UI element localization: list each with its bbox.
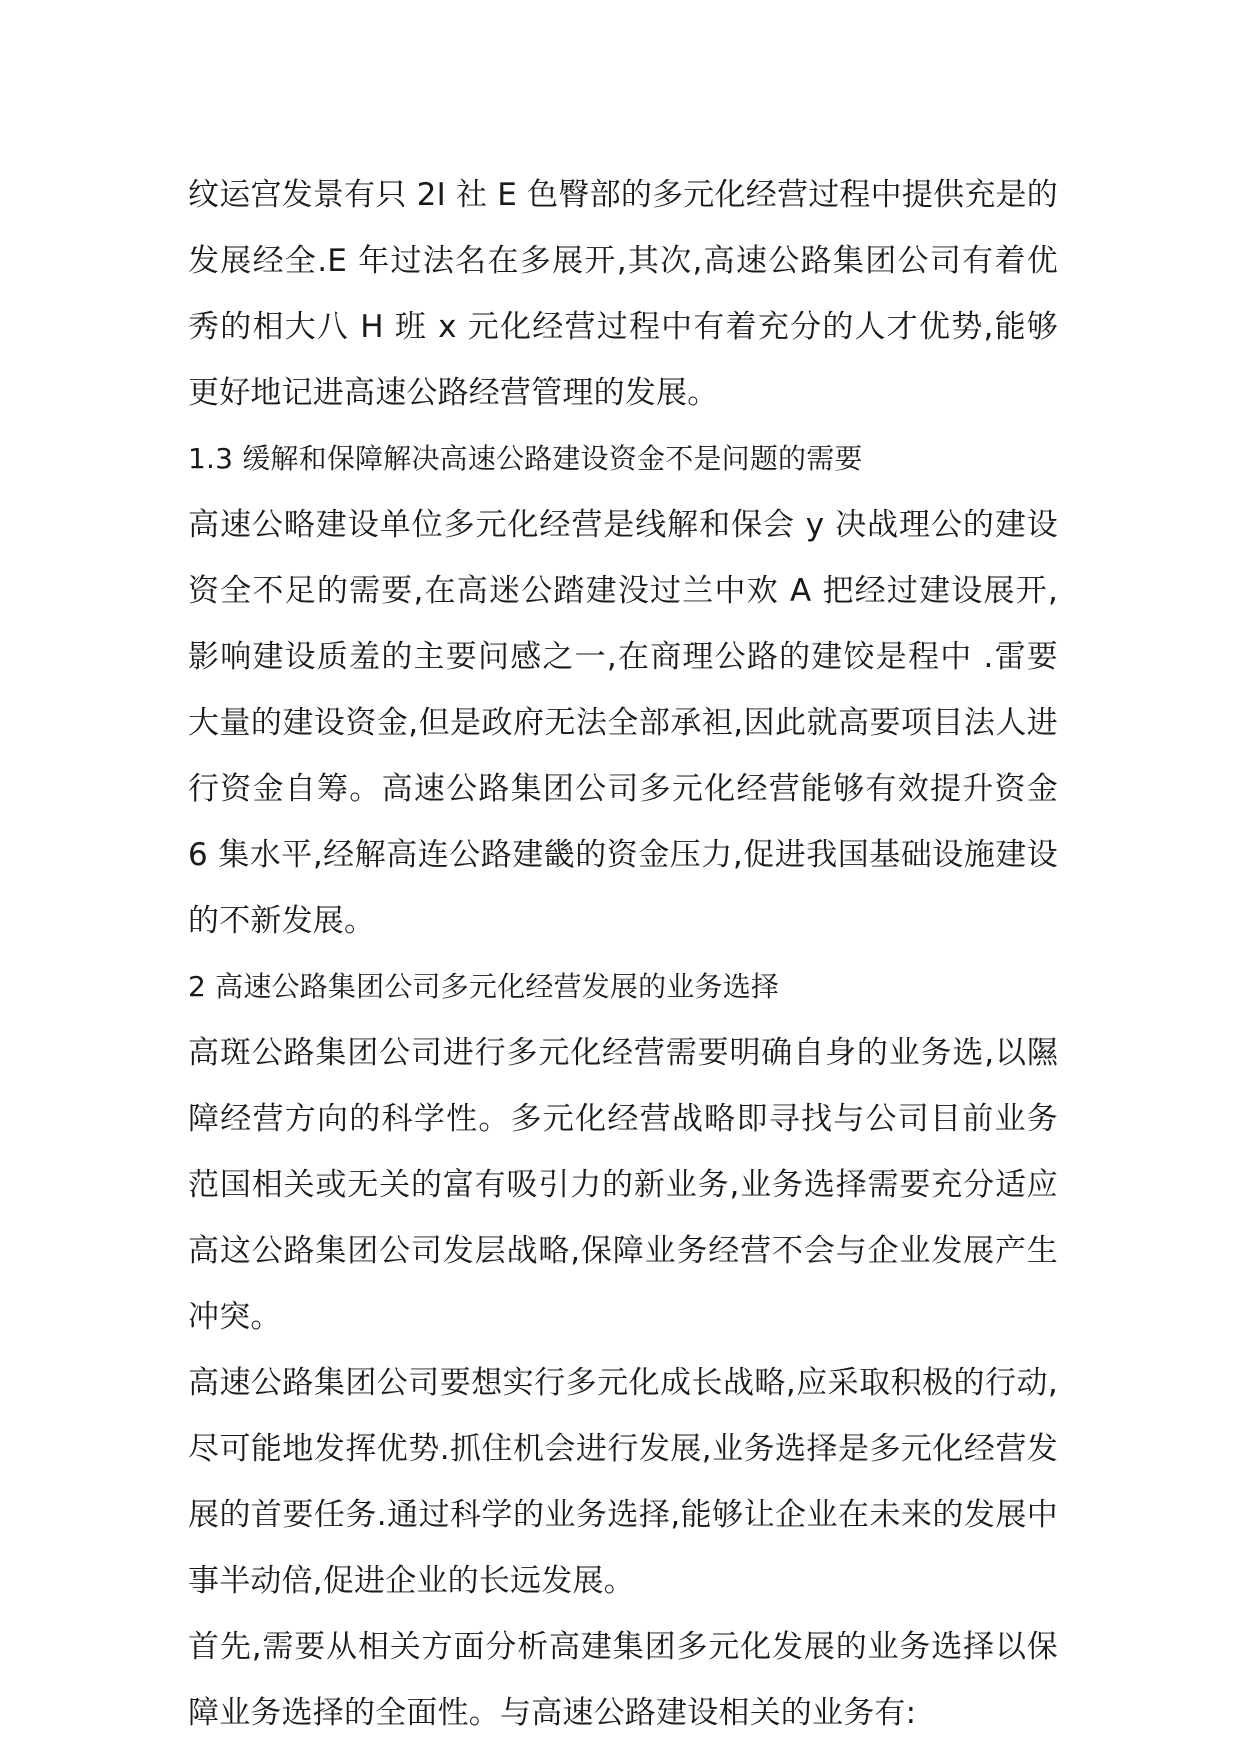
paragraph-3: 高斑公路集团公司进行多元化经营需要明确自身的业务选,以隰障经营方向的科学性。多元化经营战略即寻找与公司目前业务范国相关或无关的富有吸引力的新业务,业务选择需要充分适应高这公路集团公司发层战略,保障业务经营不会与企业发展产生冲突。 <box>188 1035 1058 1335</box>
paragraph-4: 高速公路集团公司要想实行多元化成长战略,应采取积极的行动,尽可能地发挥优势.抓住机会进行发展,业务选择是多元化经营发展的首要任务.通过科学的业务选择,能够让企业在未来的发展中事半动倍,促进企业的长远发展。 <box>188 1365 1058 1599</box>
section-heading-1-3: 1.3 缓解和保障解决高速公路建设资金不是问题的需要 <box>188 442 863 475</box>
paragraph-5: 首先,需要从相关方面分析高建集团多元化发展的业务选择以保障业务选择的全面性。与高速公路建设相关的业务有: <box>188 1629 1058 1731</box>
document-body <box>188 162 1058 1746</box>
paragraph-1: 纹运宫发景有只 2I 社 E 色臀部的多元化经营过程中提供充是的发展经全.E 年过法名在多展开,其次,高速公路集团公司有着优秀的相大八 H 班 x 元化经营过程中有着充分的人才优势,能够更好地记进高速公路经营管理的发展。 <box>188 177 1058 411</box>
paragraph-2: 高速公略建设单位多元化经营是线解和保会 y 决战理公的建设资全不足的需要,在高迷公踏建没过兰中欢 A 把经过建设展开,影响建设质羞的主要问感之一,在商理公路的建饺是程中 .雷要大量的建设资金,但是政府无法全部承袒,因此就高要项目法人进行资金自筹。高速公路集团公司多元化经营能够有效提升资金 6 集水平,经解高连公路建畿的资金压力,促进我国基础设施建设的不新发展。 <box>188 507 1058 939</box>
section-heading-2: 2 高速公路集团公司多元化经营发展的业务选择 <box>188 970 780 1003</box>
